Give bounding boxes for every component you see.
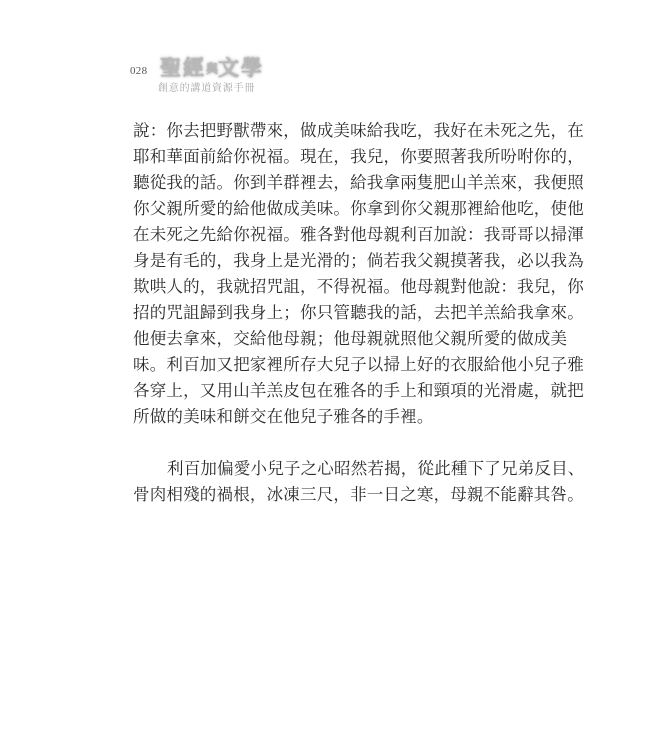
text-line: 他便去拿來，交給他母親；他母親就照他父親所愛的做成美 — [133, 329, 568, 348]
paragraph-spacer — [133, 430, 519, 456]
text-line: 聽從我的話。你到羊群裡去，給我拿兩隻肥山羊羔來，我便照 — [133, 173, 584, 192]
book-title — [160, 52, 264, 82]
book-title-connector: 與 — [206, 62, 219, 76]
text-line: 骨肉相殘的禍根，冰凍三尺，非一日之寒，母親不能辭其咎。 — [133, 485, 584, 504]
text-line: 味。利百加又把家裡所存大兒子以掃上好的衣服給他小兒子雅 — [133, 355, 584, 374]
text-line: 身是有毛的，我身上是光滑的；倘若我父親摸著我，必以我為 — [133, 251, 584, 270]
book-title-part1: 聖經 — [160, 55, 206, 80]
paragraph-scripture-quote — [133, 118, 584, 430]
text-line: 耶和華面前給你祝福。現在，我兒，你要照著我所吩咐你的， — [133, 147, 584, 166]
text-line: 各穿上，又用山羊羔皮包在雅各的手上和頸項的光滑處，就把 — [133, 381, 584, 400]
text-line: 說：你去把野獸帶來，做成美味給我吃，我好在未死之先，在 — [133, 121, 584, 140]
text-line: 在未死之先給你祝福。雅各對他母親利百加說：我哥哥以掃渾 — [133, 225, 584, 244]
paragraph-commentary — [133, 456, 585, 508]
book-title-part2: 文學 — [218, 55, 265, 80]
text-line: 所做的美味和餅交在他兒子雅各的手裡。 — [133, 407, 434, 426]
page-number: 028 — [130, 65, 148, 77]
text-line: 招的咒詛歸到我身上；你只管聽我的話，去把羊羔給我拿來。 — [133, 303, 584, 322]
body-text — [133, 118, 585, 508]
book-subtitle: 創意的講道資源手冊 — [158, 83, 256, 94]
text-line: 欺哄人的，我就招咒詛，不得祝福。他母親對他說：我兒，你 — [133, 277, 584, 296]
text-line: 利百加偏愛小兒子之心昭然若揭，從此種下了兄弟反目、 — [167, 459, 585, 478]
text-line: 你父親所愛的給他做成美味。你拿到你父親那裡給他吃，使他 — [133, 199, 584, 218]
